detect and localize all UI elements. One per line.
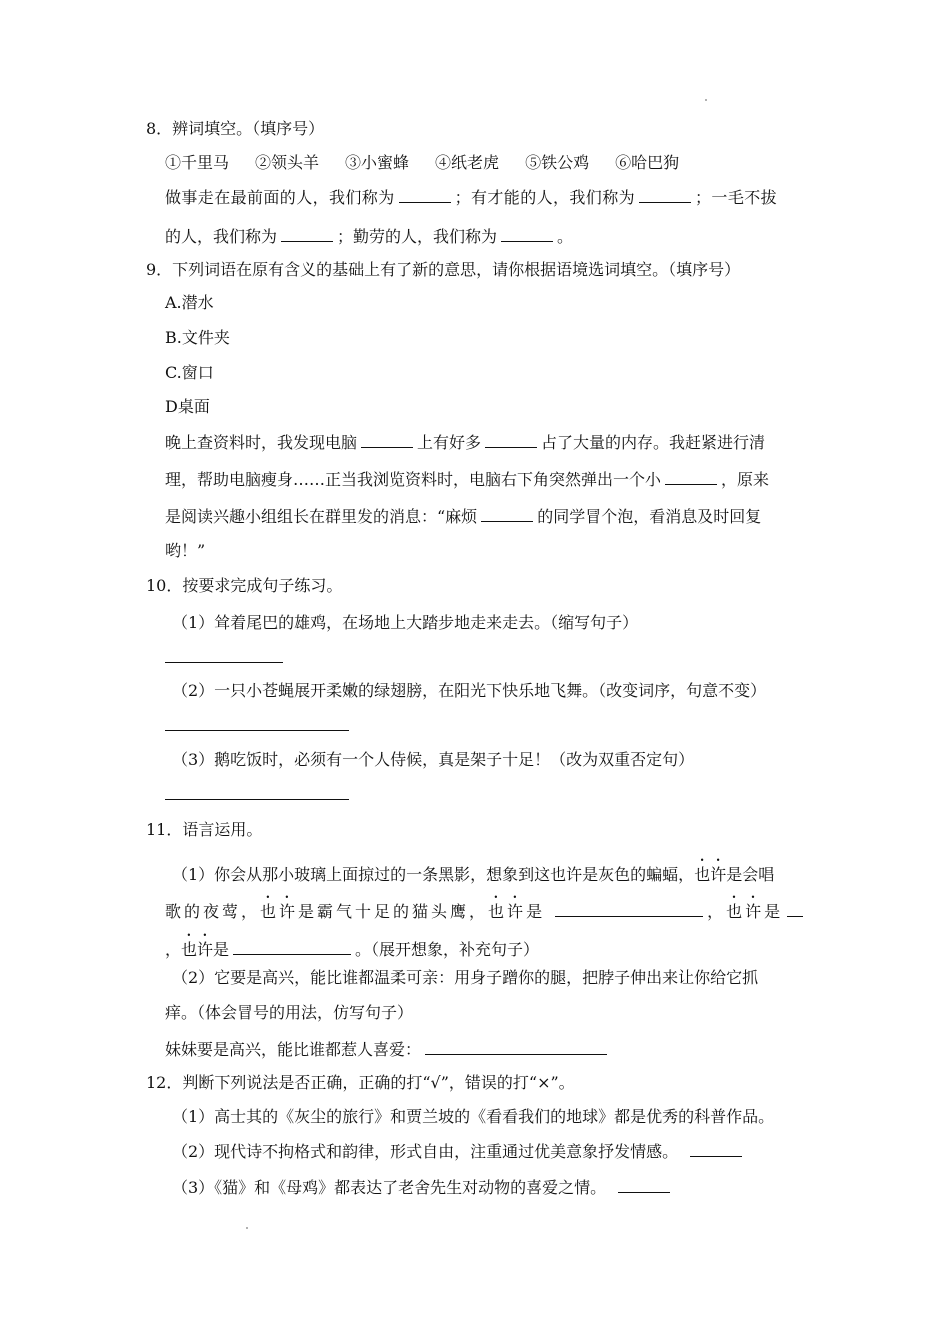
q11-title: 11．语言运用。	[146, 820, 263, 839]
answer-blank[interactable]	[481, 506, 533, 522]
q8-line2	[165, 226, 573, 247]
text: ；勤劳的人，我们称为	[337, 227, 498, 246]
q10-title: 10．按要求完成句子练习。	[146, 576, 343, 595]
answer-blank[interactable]	[425, 1039, 607, 1055]
text: 是	[764, 902, 784, 921]
answer-blank[interactable]	[618, 1177, 670, 1193]
text: ，	[707, 902, 727, 921]
text: （3）《猫》和《母鸡》都表达了老舍先生对动物的喜爱之情。	[172, 1178, 607, 1197]
answer-blank[interactable]	[501, 226, 553, 242]
answer-blank[interactable]	[233, 939, 351, 955]
text: 晚上查资料时，我发现电脑	[165, 433, 358, 452]
q12-title: 12．判断下列说法是否正确，正确的打“√”，错误的打“×”。	[146, 1073, 575, 1092]
text: 是会唱	[726, 865, 775, 884]
q12-item: （1）高士其的《灰尘的旅行》和贾兰坡的《看看我们的地球》都是优秀的科普作品。	[172, 1107, 775, 1126]
text: 上有好多	[417, 433, 482, 452]
q9-choice: D桌面	[165, 397, 210, 416]
option: ⑥哈巴狗	[615, 153, 680, 172]
q8-title: 8．辨词填空。（填序号）	[146, 119, 325, 138]
answer-line[interactable]	[165, 799, 349, 800]
option: ①千里马	[165, 153, 230, 172]
answer-blank[interactable]	[361, 432, 413, 448]
answer-blank[interactable]	[485, 432, 537, 448]
text: 。	[557, 227, 574, 246]
option: ③小蜜蜂	[345, 153, 410, 172]
q11-item1-line3	[165, 931, 539, 960]
text: 做事走在最前面的人，我们称为	[165, 188, 395, 207]
q9-choice: B.文件夹	[165, 328, 230, 347]
speck	[246, 1227, 248, 1229]
text: 是霸气十足的猫头鹰，	[298, 902, 489, 921]
emphasis-text: 也许	[488, 902, 527, 921]
answer-line[interactable]	[165, 662, 283, 663]
option: ②领头羊	[255, 153, 320, 172]
text: ，	[165, 940, 182, 959]
q12-item	[172, 1141, 746, 1162]
q8-line1	[165, 187, 777, 208]
q12-item	[172, 1177, 674, 1198]
q11-item1-line2	[165, 893, 807, 922]
text: ；一毛不拔	[695, 188, 778, 207]
text: 。（展开想象，补充句子）	[355, 940, 540, 959]
answer-blank[interactable]	[639, 187, 691, 203]
q9-choice: C.窗口	[165, 363, 214, 382]
text: 的同学冒个泡，看消息及时回复	[537, 507, 762, 526]
q11-item2-line2: 痒。（体会冒号的用法，仿写句子）	[165, 1003, 414, 1022]
text: 妹妹要是高兴，能比谁都惹人喜爱：	[165, 1040, 422, 1059]
answer-blank[interactable]	[281, 226, 333, 242]
answer-blank[interactable]	[399, 187, 451, 203]
emphasis-text: 也许	[694, 865, 727, 884]
q10-item: （2）一只小苍蝇展开柔嫩的绿翅膀，在阳光下快乐地飞舞。（改变词序，句意不变）	[172, 681, 767, 700]
q11-item2-line1: （2）它要是高兴，能比谁都温柔可亲：用身子蹭你的腿，把脖子伸出来让你给它抓	[172, 968, 759, 987]
text: 的人，我们称为	[165, 227, 278, 246]
answer-blank[interactable]	[665, 469, 717, 485]
q9-line2	[165, 469, 769, 490]
q10-item: （3）鹅吃饭时，必须有一个人侍候，真是架子十足！（改为双重否定句）	[172, 750, 695, 769]
q9-title: 9．下列词语在原有含义的基础上有了新的意思，请你根据语境选词填空。（填序号）	[146, 260, 741, 279]
q11-item1-line1	[172, 856, 774, 885]
text: 占了大量的内存。我赶紧进行清	[541, 433, 766, 452]
text: 歌的夜莺，	[165, 902, 261, 921]
emphasis-text: 也许	[726, 902, 765, 921]
q9-choice: A.潜水	[165, 293, 214, 312]
q8-options	[165, 153, 705, 173]
q9-line4: 哟！”	[165, 541, 206, 560]
text: 是	[526, 902, 546, 921]
text: ，原来	[721, 470, 770, 489]
answer-blank[interactable]	[787, 901, 803, 917]
option: ④纸老虎	[435, 153, 500, 172]
q9-line3	[165, 506, 761, 527]
text: （1）你会从那小玻璃上面掠过的一条黑影，想象到这也许是灰色的蝙蝠，	[172, 865, 695, 884]
emphasis-text: 也许	[181, 940, 214, 959]
text: 理，帮助电脑瘦身……正当我浏览资料时，电脑右下角突然弹出一个小	[165, 470, 662, 489]
option: ⑤铁公鸡	[525, 153, 590, 172]
answer-blank[interactable]	[690, 1141, 742, 1157]
answer-line[interactable]	[165, 730, 349, 731]
speck	[705, 99, 707, 101]
text: ；有才能的人，我们称为	[454, 188, 636, 207]
text: 是阅读兴趣小组组长在群里发的消息：“麻烦	[165, 507, 478, 526]
q9-line1	[165, 432, 765, 453]
q10-item: （1）耸着尾巴的雄鸡，在场地上大踏步地走来走去。（缩写句子）	[172, 613, 639, 632]
q11-item2-line3	[165, 1039, 611, 1060]
answer-blank[interactable]	[555, 901, 703, 917]
emphasis-text: 也许	[260, 902, 299, 921]
text: 是	[213, 940, 230, 959]
text: （2）现代诗不拘格式和韵律，形式自由，注重通过优美意象抒发情感。	[172, 1142, 679, 1161]
